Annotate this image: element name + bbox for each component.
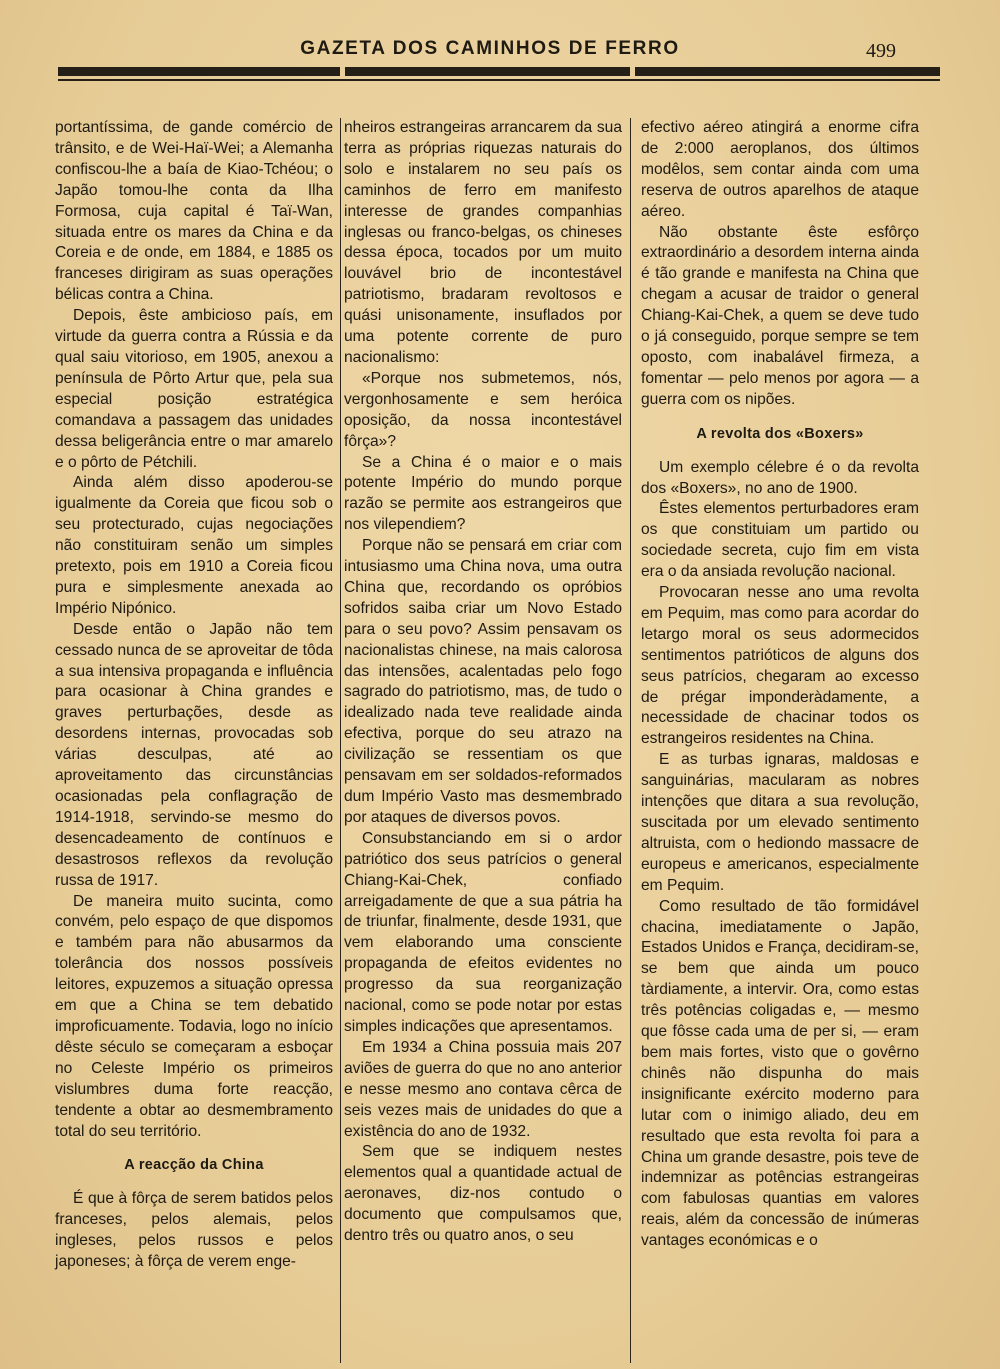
paragraph: nheiros estrangeiras arrancarem da sua terra as próprias riquezas naturais do solo e instalarem no seu país os caminhos de ferro em manifesto interesse de grandes companhias inglesas ou franco-belgas, os chineses dessa época, tocados por um muito louvável brio de incontestável patriotismo, bradaram revoltosos e quási unisonamente, insuflados por uma potente corrente de puro nacionalismo: (344, 119, 622, 366)
paragraph: portantíssima, de gande comércio de trânsito, e de Wei-Haï-Wei; a Alemanha confiscou-lhe a baía de Kiao-Tchéou; o Japão tomou-lhe conta da Ilha Formosa, cuja capital é Taï-Wan, situada entre os mares da China e da Coreia e de onde, em 1884, e 1885 os franceses dirigiram as suas operações bélicas contra a China. (55, 119, 333, 304)
paragraph: Êstes elementos perturbadores eram os que constituiam um partido ou sociedade secreta, cujo fim em vista era o da ansiada revolução nacional. (641, 500, 919, 581)
paragraph: De maneira muito sucinta, como convém, pelo espaço de que dispomos e também para não abusarmos da tolerância dos nossos possíveis leitores, expuzemos a situação opressa em que a China se tem debatido improficuamente. Todavia, logo no início dêste século se começaram a esboçar no Celeste Império os primeiros vislumbres duma forte reacção, tendente a obtar ao desmembramento total do seu território. (55, 892, 333, 1140)
header-rule-gap (630, 67, 635, 76)
column-divider (340, 118, 341, 1363)
column-divider (630, 118, 631, 1363)
section-heading: A reacção da China (124, 1157, 264, 1174)
paragraph: Depois, êste ambicioso país, em virtude da guerra contra a Rússia e da qual saiu vitorioso, em 1905, anexou a península de Pôrto Artur que, pela sua especial posição estratégica comandava a passagem das unidades dessa beligerância entre o mar amarelo e o pôrto de Pétchili. (55, 307, 333, 471)
publication-title: GAZETA DOS CAMINHOS DE FERRO (300, 38, 680, 59)
header-rule-thin (58, 79, 940, 81)
header-rule-thick (58, 67, 940, 76)
text-column-2 (344, 118, 622, 1247)
paragraph: «Porque nos submetemos, nós, vergonhosamente e sem heróica oposição, da nossa incontestável fôrça»? (344, 369, 622, 450)
paragraph: Provocaran nesse ano uma revolta em Pequim, mas como para acordar do letargo moral os seus adormecidos sentimentos patrióticos de alguns dos seus patrícios, chegaram ao excesso de prégar imponderàdamente, a necessidade de chacinar todos os estrangeiros residentes na China. (641, 584, 919, 748)
paragraph: Se a China é o maior e o mais potente Império do mundo porque razão se permite aos estrangeiros que nos vilependiem? (344, 453, 622, 534)
header-rule-gap (340, 67, 345, 76)
page-number: 499 (866, 40, 896, 62)
paragraph: Um exemplo célebre é o da revolta dos «Boxers», no ano de 1900. (641, 458, 919, 497)
paragraph: Não obstante êste esfôrço extraordinário a desordem interna ainda é tão grande e manifesta na China que chegam a acusar de traidor o general Chiang-Kai-Chek, a quem se deve tudo o já conseguido, porque sempre se tem oposto, com inabalável firmeza, a fomentar — pelo menos por agora — a guerra com os nipões. (641, 223, 919, 408)
paragraph: Consubstanciando em si o ardor patriótico dos seus patrícios o general Chiang-Kai-Chek, confiado arreigadamente de que a sua pátria ha de triunfar, finalmente, desde 1931, que vem elaborando uma consciente propaganda de efeitos evidentes no progresso da sua reorganização nacional, como se pode notar por estas simples indicações que apresentamos. (344, 829, 622, 1035)
paragraph: Ainda além disso apoderou-se igualmente da Coreia que ficou sob o seu protecturado, cujas negociações não constituiram senão um simples pretexto, pois em 1910 a Coreia ficou pura e simplesmente anexada ao Império Nipónico. (55, 474, 333, 617)
paragraph: Como resultado de tão formidável chacina, imediatamente o Japão, Estados Unidos e França, decidiram-se, se bem que ainda um pouco tàrdiamente, a intervir. Ora, como estas três potências coligadas e, — mesmo que fôsse cada uma de per si, — eram bem mais fortes, visto que o govêrno chinês não dispunha do mais insignificante exército moderno para lutar com o inimigo aliado, deu em resultado que esta revolta foi para a China um grande desastre, pois teve de indemnizar as potências estrangeiras com fabulosas quantias em valores reais, além da concessão de inúmeras vantages económicas e o (641, 897, 919, 1250)
paragraph: É que à fôrça de serem batidos pelos franceses, pelos alemais, pelos ingleses, pelos russos e pelos japoneses; à fôrça de verem enge- (55, 1190, 333, 1271)
paragraph: Porque não se pensará em criar com intusiasmo uma China nova, uma outra China que, recordando os opróbios sofridos saiba criar um Novo Estado para o seu povo? Assim pensavam os nacionalistas chinese, na mais calorosa das intensões, acalentadas pelo fogo sagrado do patriotismo, mas, de tudo o idealizado nada teve realidade ainda efectiva, porque do seu atrazo na civilização se ressentiam os que pensavam em ser soldados-reformados dum Império Vasto mas desmembrado por ataques de diversos povos. (344, 537, 622, 826)
section-heading: A revolta dos «Boxers» (696, 425, 864, 442)
paragraph: Em 1934 a China possuia mais 207 aviões de guerra do que no ano anterior e nesse mesmo ano contava cêrca de seis vezes mais de unidades do que a existência do ano de 1932. (344, 1038, 622, 1140)
paragraph: E as turbas ignaras, maldosas e sanguinárias, macularam as nobres intenções que ditara a sua revolução, suscitada por um elevado sentimento altruista, com o hediondo massacre de europeus e americanos, especialmente em Pequim. (641, 751, 919, 894)
paragraph: Desde então o Japão não tem cessado nunca de se aproveitar de tôda a sua intensiva propaganda e influência para ocasionar à China grandes e graves perturbações, desde as desordens internas, provocadas sob várias desculpas, até ao aproveitamento das circunstâncias ocasionadas pela conflagração de 1914-1918, servindo-se mesmo do desencadeamento de contínuos e desastrosos reflexos da revolução russa de 1917. (55, 620, 333, 889)
paragraph: efectivo aéreo atingirá a enorme cifra de 2:000 aeroplanos, dos últimos modêlos, sem contar ainda com uma reserva de outros aparelhos de ataque aéreo. (641, 119, 919, 220)
text-column-3 (641, 118, 919, 1252)
text-column-1 (55, 118, 333, 1273)
paragraph: Sem que se indiquem nestes elementos qual a quantidade actual de aeronaves, diz-nos contudo o documento que compulsamos que, dentro três ou quatro anos, o seu (344, 1143, 622, 1245)
